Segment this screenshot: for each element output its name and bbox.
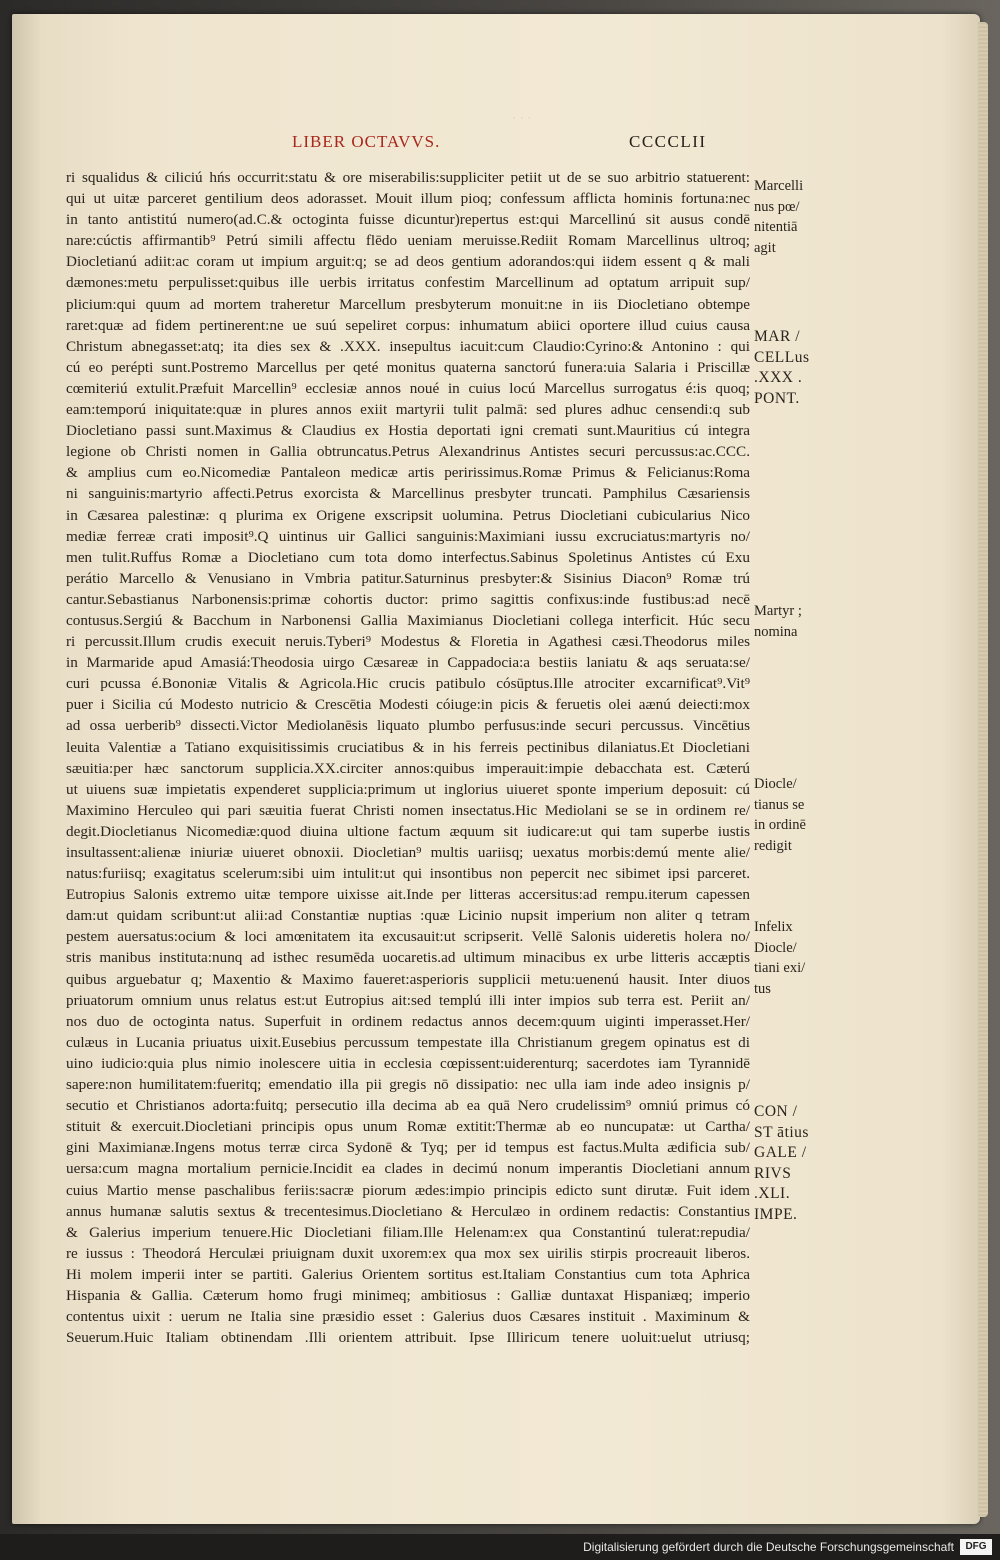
margin-note-line: MAR /	[754, 328, 800, 345]
text-line: Diocletiano passi sunt.Maximus & Claudius ex Hostia deportati igni cremati sunt.Mauritius cú integra	[66, 422, 750, 440]
text-line: culæus in Lucania priuatus uixit.Eusebius percussum tempestate illa Christianum gregem opinatus est di	[66, 1033, 750, 1051]
text-line: re iussus : Theodorá Herculæi priuignam duxit uxorem:ex qua mox sex uirilis stirpis procreauit liberos.	[66, 1244, 750, 1262]
margin-note-line: Marcelli	[754, 178, 804, 194]
text-line: dam:ut quidam scribunt:ut alii:ad Constantiæ nuptias :quæ Licinio nupsit imperium non aliter q tetram	[66, 907, 750, 925]
text-line: nare:cúctis affirmantib⁹ Petrú simili affectu flēdo ueniam meruisse.Rediit Romam Marcellinus ultroq;	[66, 232, 750, 250]
text-line: degit.Diocletianus Nicomediæ:quod diuina ultione factum æquum sit iudicare:ut qui tam superbe iustis	[66, 822, 750, 840]
text-line: puer i Sicilia cú Modesto nutricio & Crescētia Modesti cóiuge:in picis & feruetis olei aænú deiecti:mox	[66, 696, 750, 714]
page-edge	[978, 22, 988, 1517]
margin-note-diocletian-abdication	[754, 774, 834, 856]
margin-note-line: .XXX .	[754, 369, 803, 386]
margin-note-line: RIVS	[754, 1164, 792, 1182]
margin-note-line: CELLus	[754, 348, 810, 366]
text-line: natus:furiisq; exagitatus scelerum:sibi uim intulit:ut qui insontibus non pepercit nec sibimet ipsi parceret.	[66, 865, 750, 883]
text-line: raret:quæ ad fidem pertinerent:ne ue suú sepeliret corpus: inhumatum abiici oportere illud cuius causa	[66, 316, 750, 334]
text-line: Maximino Herculeo qui pari sæuitia fuerat Christi nomen insectatus.Hic Mediolani se se in ordinem re/	[66, 801, 750, 819]
text-line: Hispania & Gallia. Cæterum homo frugi minimeq; ambitiosus : Galliæ duntaxat Hispaniæq; imperio	[66, 1286, 750, 1304]
margin-note-line: agit	[754, 239, 776, 256]
margin-note-line: .XLI.	[754, 1185, 791, 1202]
funding-credit: Digitalisierung gefördert durch die Deutsche Forschungsgemeinschaft	[583, 1540, 954, 1554]
text-line: quibus arguebatur q; Maxentio & Maximo faueret:asperioris supplicii metu:uenenú hausit. Inter diuos	[66, 970, 750, 988]
margin-note-line: tus	[754, 980, 771, 997]
text-line: annus humanæ salutis sextus & trecentesimus.Diocletiano & Herculæo in ordinem redactis: Constantius	[66, 1202, 750, 1220]
margin-note-line: Infelix	[754, 919, 793, 935]
margin-note-line: PONT.	[754, 389, 800, 407]
text-line: Christum abnegasset:atq; ita dies sex & .XXX. insepultus iacuit:cum Claudio:Cyrino:& Antonino : qui	[66, 337, 750, 355]
text-line: Seuerum.Huic Italiam obtinendam .Illi orientem attribuit. Ipse Illiricum tenere uoluit:uelut utriusq;	[66, 1329, 750, 1347]
text-line: & Galerius imperium tenuere.Hic Diocletiani filiam.Ille Helenam:ex qua Constantinú tulerat:repudia/	[66, 1223, 750, 1241]
text-line: ni sanguinis:martyrio affecti.Petrus exorcista & Marcellinus presbyter truncati. Pamphilus Cæsariensis	[66, 485, 750, 503]
dfg-logo: DFG	[960, 1539, 992, 1555]
text-line: cuius Martio mense paschalibus feriis:sacræ piorum ædes:impio principis edicto sunt dirutæ. Fuit idem	[66, 1181, 750, 1199]
margin-note-diocletian-death	[754, 917, 834, 999]
margin-note-marcellus-pont	[754, 327, 834, 409]
text-line: curi pcussa é.Bononiæ Vitalis & Agricola.Hic crucis patibulo cósūptus.Ille atrociter excarnificat⁹.Vit⁹	[66, 675, 750, 693]
text-line: ri squalidus & ciliciú hńs occurrit:statu & ore miserabilis:suppliciter petiit ut de se suo arbitrio statuerent:	[66, 169, 750, 186]
digitization-footer	[0, 1534, 1000, 1560]
text-line: perátio Marcello & Venusiano in Vmbria patitur.Saturninus presbyter:& Sisinius Diacon⁹ Romæ trú	[66, 569, 750, 587]
show-through-text: · · ·	[512, 110, 532, 125]
margin-note-line: redigit	[754, 837, 792, 854]
text-line: in Cæsarea palestinæ: q plurima ex Origene exscripsit uolumina. Petrus Diocletiani cubicularius Nico	[66, 506, 750, 524]
text-line: Hi molem imperii inter se partiti. Galerius Orientem sortitus est.Italiam Constantius cum tota Aphrica	[66, 1265, 750, 1283]
text-line: pestem auersatus:ocium & loci amœnitatem ita excusauit:ut scripserit. Vellē Salonis uideretis holera no/	[66, 928, 750, 946]
text-line: stituit & exercuit.Diocletiani principis opus unum Romæ extitit:Thermæ ab eo nuncupatæ: ut Cartha/	[66, 1118, 750, 1136]
text-line: cantur.Sebastianus Narbonensis:primæ cohortis ductor: primo sagittis confixus:inde fustibus:ad necē	[66, 590, 750, 608]
folio-number: CCCCLII	[629, 132, 707, 151]
margin-note-line: nus pœ/	[754, 198, 800, 215]
text-line: eam:temporú iniquitate:quæ in plures annos exiit martyrii tulit palmā: sed plures adhuc censendi:q sub	[66, 401, 750, 419]
margin-note-line: nomina	[754, 623, 798, 640]
text-line: nos duo de octoginta natus. Superfuit in ordinem redactus annos decem:quum uiginti imperasset.Her/	[66, 1012, 750, 1030]
text-line: priuatorum omnium unus relatus est:ut Eutropius ait:sed templú illi inter impios sub terra est. Periit an/	[66, 991, 750, 1009]
text-line: qui ut uitæ parceret gentilium deos adorasset. Mouit illum pioq; confessum afflicta hominis fortuna:nec	[66, 190, 750, 208]
running-head	[12, 132, 980, 162]
margin-note-martyrs	[754, 601, 834, 642]
text-line: insultassent:alienæ iniuriæ uiueret obnoxii. Diocletian⁹ multis uariisq; uexatus morbis:demú mente alie/	[66, 844, 750, 861]
text-line: mediæ ferreæ crati imposit⁹.Q uintinus uir Gallici sanguinis:Maximiani iussu excruciatus:martyris no/	[66, 527, 750, 545]
text-line: secutio et Christianos adorta:fuitq; persecutio illa decima ab ea quā Nero crudelissim⁹ omniú primus có	[66, 1097, 750, 1115]
text-line: uersa:cum magna mortalium pernicie.Incidit ea clades in decimú nonum imperantis Diocletiani annum	[66, 1160, 750, 1178]
margin-note-line: tianus se	[754, 796, 805, 813]
text-line: Diocletianú adiit:ac coram ut impium arguit:q; se ad deos gentium adorandos:qui iidem essent q & mali	[66, 253, 750, 271]
text-line: cœmiteriú extulit.Præfuit Marcellin⁹ ecclesiæ annos noué in cuius locú Marcellus surrogatus é:is quoq;	[66, 379, 750, 397]
text-line: contentus uixit : uerum ne Italia sine præsidio esset : Galerius duos Cæsares instituit . Maximinum &	[66, 1308, 750, 1326]
margin-note-line: Diocle/	[754, 939, 797, 956]
text-line: contusus.Sergiú & Bacchum in Narbonensi Gallia Maximianus Diocletiani collega interficit. Húc secu	[66, 611, 750, 629]
text-line: sæuitia:per hæc sanctorum supplicia.XX.circiter annos:quibus imperauit:impie debacchata est. Cæterú	[66, 759, 750, 777]
text-line: & amplius cum eo.Nicomediæ Pantaleon medicæ artis peririssimus.Romæ Primus & Felicianus:Roma	[66, 464, 750, 482]
margin-note-line: ST ātius	[754, 1123, 809, 1141]
text-line: Eutropius Salonis extremo uitæ tempore uixisse ait.Inde per litteras accersitus:ad rempu.iterum capessen	[66, 886, 750, 904]
margin-note-line: tiani exi/	[754, 960, 806, 976]
text-line: in Marmaride apud Amasiá:Theodosia uirgo Cæsareæ in Cappadocia:a bestiis laniatu & aqs seruata:se/	[66, 654, 750, 672]
margin-note-line: Diocle/	[754, 776, 797, 792]
margin-note-line: Martyr ;	[754, 603, 802, 619]
text-line: uino iudicio:quia plus nimio inolescere uitia in ecclesia cœpissent:uiderenturq; sacerdotes iam Tyrannidē	[66, 1054, 750, 1072]
main-text-block	[66, 167, 750, 1348]
margin-note-line: nitentiā	[754, 219, 798, 235]
text-line: ad ossa uerberib⁹ dissecti.Victor Mediolanēsis liquato plumbo perfusus:inde securi percussus. Vincētius	[66, 717, 750, 735]
text-line: legione ob Christi nomen in Gallia obtruncatus.Petrus Alexandrinus Antistes securi percussus:ac.CCC.	[66, 443, 750, 461]
text-line: gini Maximianæ.Ingens motus terræ circa Sydonē & Tyq; per id tempus est factus.Multa ædificia sub/	[66, 1139, 750, 1157]
text-line: plicium:qui quum ad mortem traheretur Marcellum presbyterum monuit:ne in iis Diocletiano obtempe	[66, 295, 750, 313]
book-page	[12, 14, 980, 1524]
text-line: cú eo perépti sunt.Postremo Marcellus per qeté monitus quaterna sanctorú funera:uia Salaria i Priscillæ	[66, 358, 750, 376]
margin-note-constantius-galerius	[754, 1102, 834, 1225]
margin-note-marcellinus	[754, 176, 834, 258]
margin-note-line: CON /	[754, 1103, 798, 1120]
text-line: leuita Valentiæ a Tatiano exquisitissimis cruciatibus & in his ferreis pectinibus dilaniatus.Et Diocletiani	[66, 738, 750, 756]
text-line: sapere:non humilitatem:fueritq; emendatio illa pii gregis nō dissipatio: nec ulla iam inde adeo insignis p/	[66, 1076, 750, 1094]
book-title: LIBER OCTAVVS.	[292, 132, 441, 151]
text-line: stris manibus instituta:nunq ad isthec resumēda uocaretis.ad ultimum minacibus ex urbe litteris accæptis	[66, 949, 750, 967]
text-line: ut uiuens suæ impietatis expenderet supplicia:primum ut inglorius uiueret sponte imperium deposuit: cú	[66, 780, 750, 798]
margin-note-line: GALE /	[754, 1144, 807, 1161]
margin-note-line: in ordinē	[754, 817, 806, 833]
text-line: in tanto antistitú numero(ad.C.& octoginta fuisse dicuntur)repertus est:qui Marcellinú sit ausus condē	[66, 211, 750, 229]
margin-note-line: IMPE.	[754, 1205, 798, 1223]
text-line: men tulit.Ruffus Romæ a Diocletiano cum tota domo interfectus.Sabinus Spoletinus Antistes cú Exu	[66, 548, 750, 566]
text-line: ri percussit.Illum crudis execuit neruis.Tyberi⁹ Modestus & Floretia in Agathesi cæsi.Theodorus miles	[66, 633, 750, 651]
text-line: dæmones:metu perpulisset:quibus ille uerbis irritatus confestim Marcellinum ad optatum arripuit sup/	[66, 274, 750, 292]
